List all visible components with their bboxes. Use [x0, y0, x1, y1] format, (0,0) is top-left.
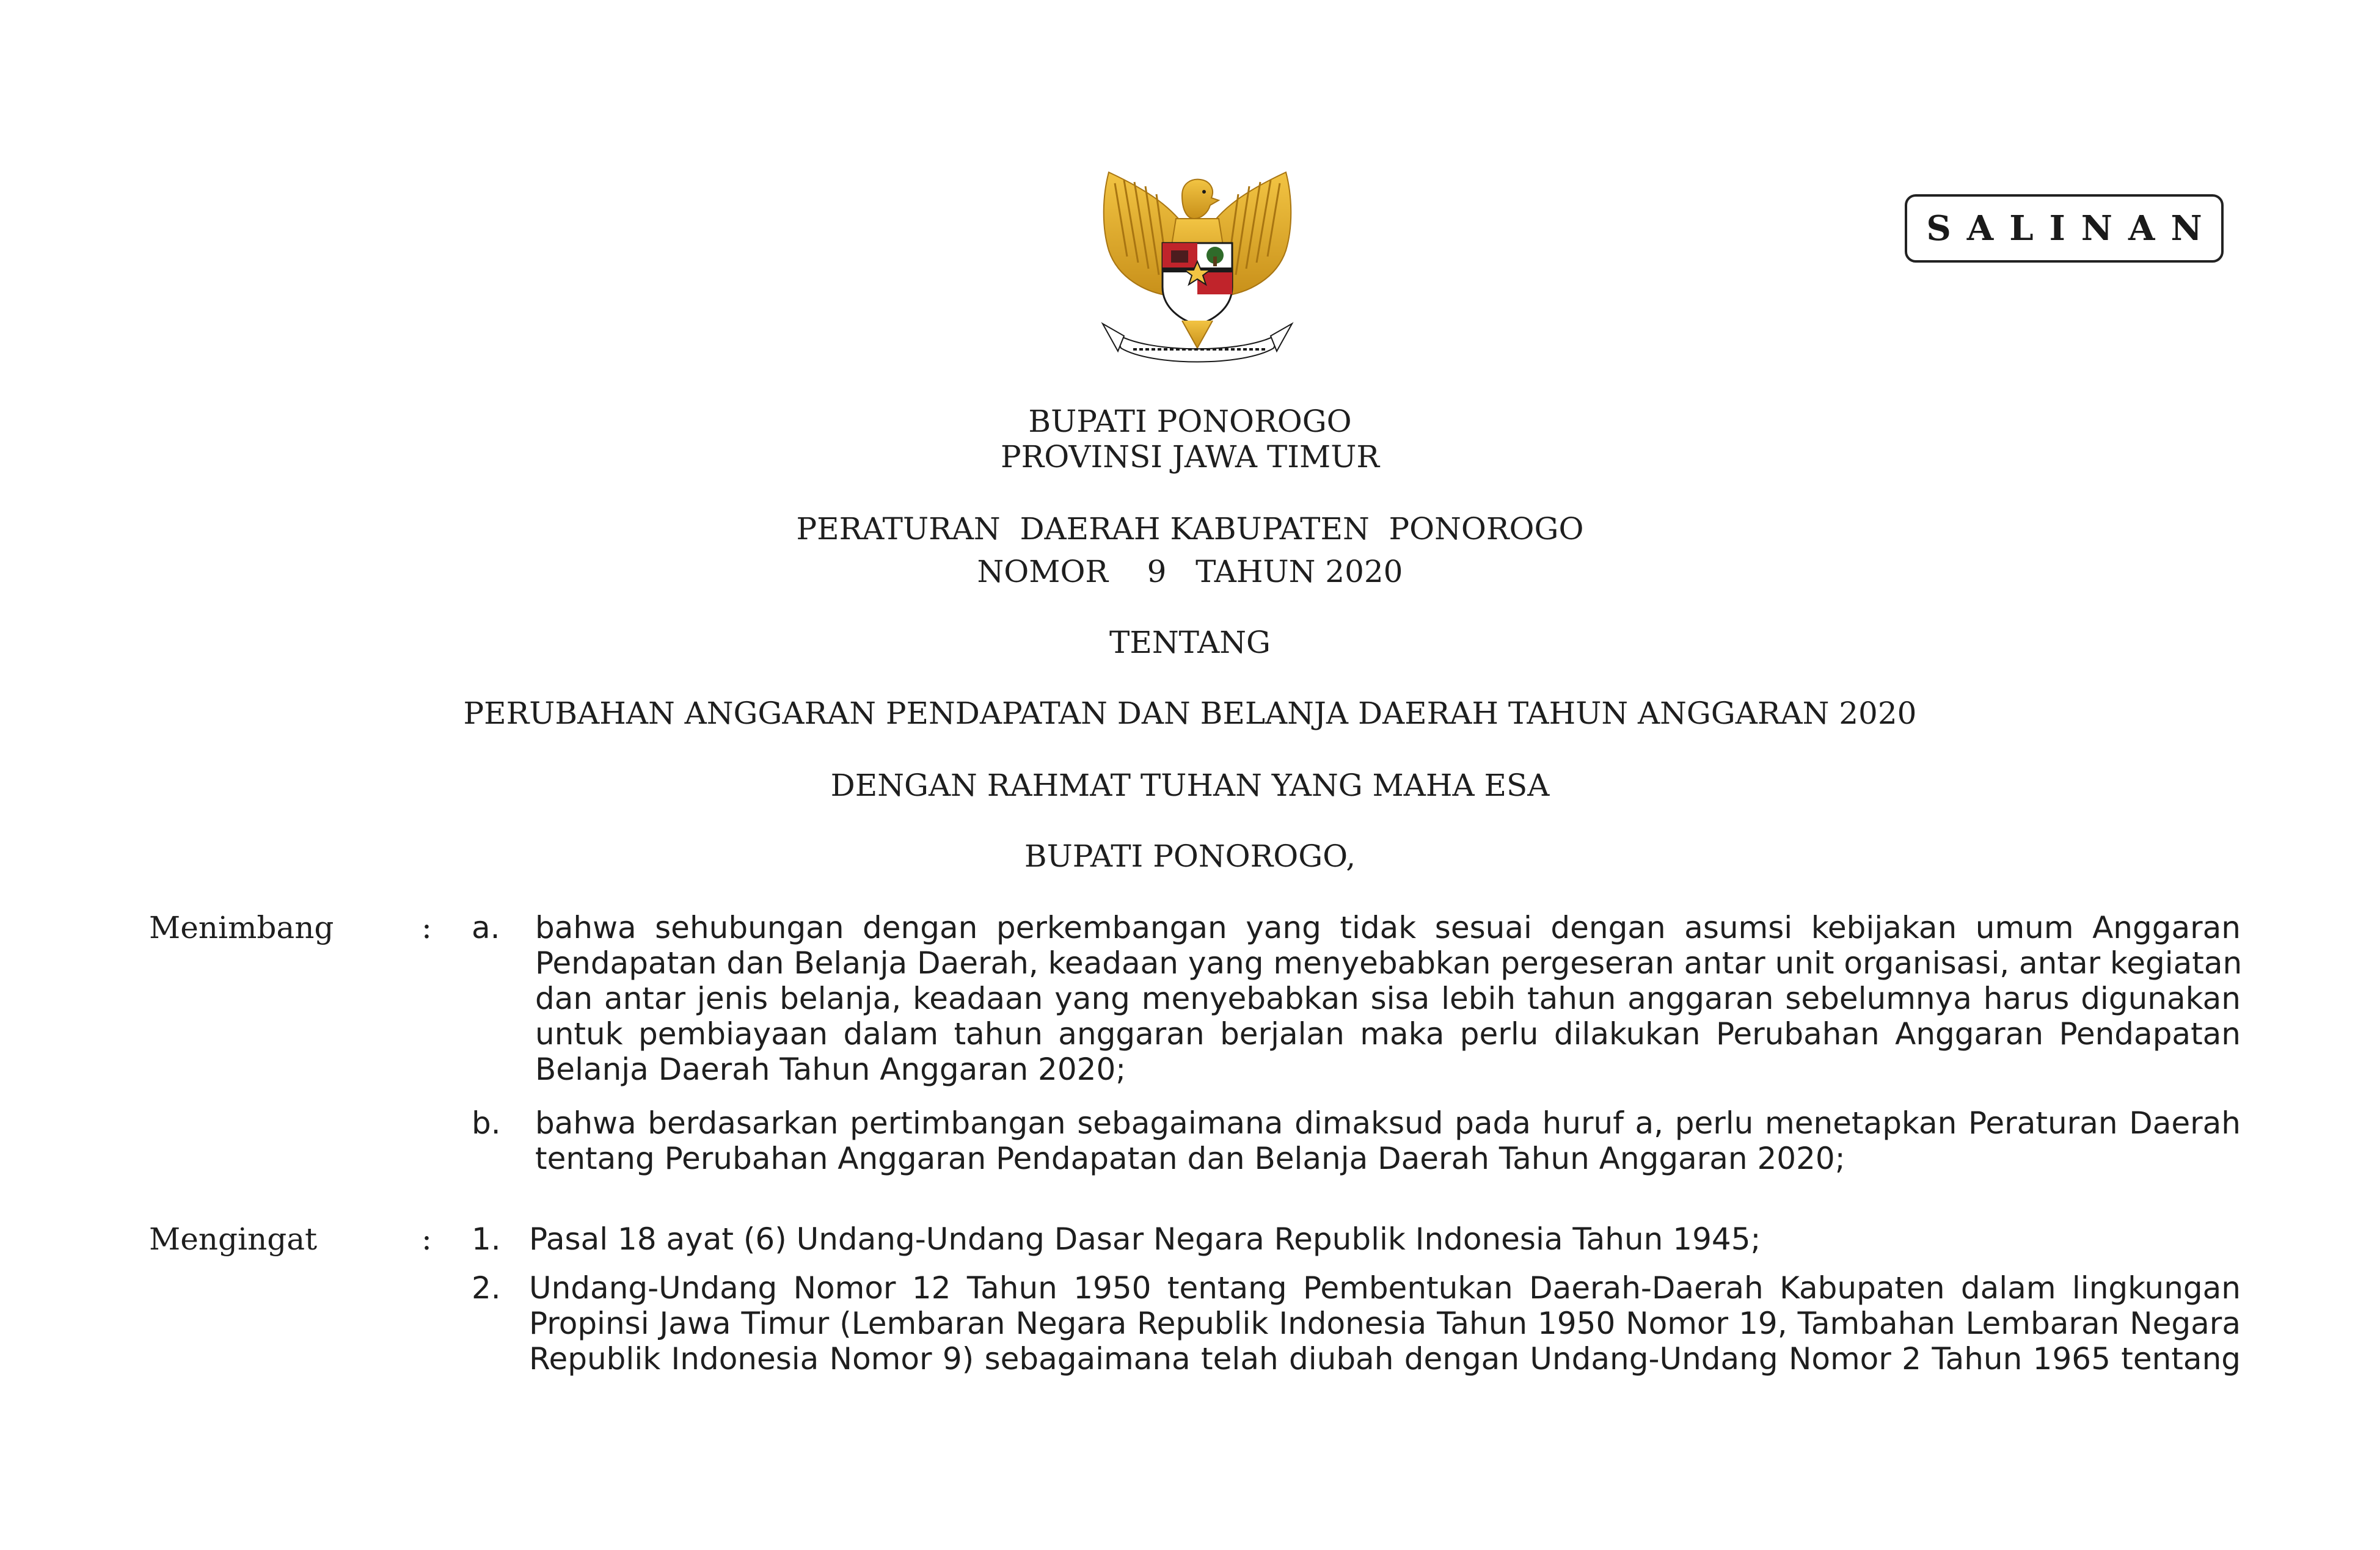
mengingat-label: Mengingat [149, 1221, 318, 1257]
menimbang-colon: : [422, 910, 432, 945]
text-line: bahwa sehubungan dengan perkembangan yang tidak sesuai dengan asumsi kebijakan umum Anggaran [535, 910, 2241, 945]
garuda-emblem-icon [1090, 171, 1304, 366]
text-line: Pendapatan dan Belanja Daerah, keadaan yang menyebabkan pergeseran antar unit organisasi, antar kegiatan [535, 945, 2243, 981]
text-line: bahwa berdasarkan pertimbangan sebagaimana dimaksud pada huruf a, perlu menetapkan Peraturan Daerah [535, 1105, 2241, 1141]
menimbang-item-marker: a. [472, 910, 500, 945]
regulation-subject: PERUBAHAN ANGGARAN PENDAPATAN DAN BELANJA DAERAH TAHUN ANGGARAN 2020 [463, 696, 1917, 731]
province-title: PROVINSI JAWA TIMUR [1000, 439, 1380, 475]
text-line: dan antar jenis belanja, keadaan yang menyebabkan sisa lebih tahun anggaran sebelumnya harus digunakan [535, 981, 2241, 1016]
text-line: Republik Indonesia Nomor 9) sebagaimana telah diubah dengan Undang-Undang Nomor 2 Tahun 1965 tentang [529, 1341, 2241, 1377]
menimbang-item-marker: b. [472, 1105, 501, 1141]
mengingat-item-text [529, 1270, 2241, 1377]
regulation-title: PERATURAN DAERAH KABUPATEN PONOROGO [796, 511, 1584, 547]
issuer-line: BUPATI PONOROGO, [1024, 839, 1356, 874]
text-line: untuk pembiayaan dalam tahun anggaran berjalan maka perlu dilakukan Perubahan Anggaran Pendapatan [535, 1016, 2241, 1052]
text-line: Propinsi Jawa Timur (Lembaran Negara Republik Indonesia Tahun 1950 Nomor 19, Tambahan Lembaran Negara [529, 1306, 2241, 1341]
office-title: BUPATI PONOROGO [1028, 404, 1352, 439]
mengingat-item-text [529, 1221, 2241, 1257]
regulation-number: NOMOR 9 TAHUN 2020 [977, 554, 1403, 589]
about-heading: TENTANG [1109, 625, 1271, 660]
menimbang-item-text [535, 910, 2241, 1087]
text-line: Belanja Daerah Tahun Anggaran 2020; [535, 1052, 1126, 1087]
mengingat-item-marker: 1. [472, 1221, 501, 1257]
text-line: Pasal 18 ayat (6) Undang-Undang Dasar Negara Republik Indonesia Tahun 1945; [529, 1221, 1761, 1257]
blessing-line: DENGAN RAHMAT TUHAN YANG MAHA ESA [830, 768, 1550, 803]
menimbang-item-text [535, 1105, 2241, 1176]
menimbang-label: Menimbang [149, 910, 334, 945]
mengingat-item-marker: 2. [472, 1270, 501, 1306]
mengingat-colon: : [422, 1221, 432, 1257]
text-line: tentang Perubahan Anggaran Pendapatan dan Belanja Daerah Tahun Anggaran 2020; [535, 1141, 1845, 1176]
text-line: Undang-Undang Nomor 12 Tahun 1950 tentang Pembentukan Daerah-Daerah Kabupaten dalam lingkungan [529, 1270, 2241, 1306]
salinan-stamp: SALINAN [1905, 194, 2224, 263]
